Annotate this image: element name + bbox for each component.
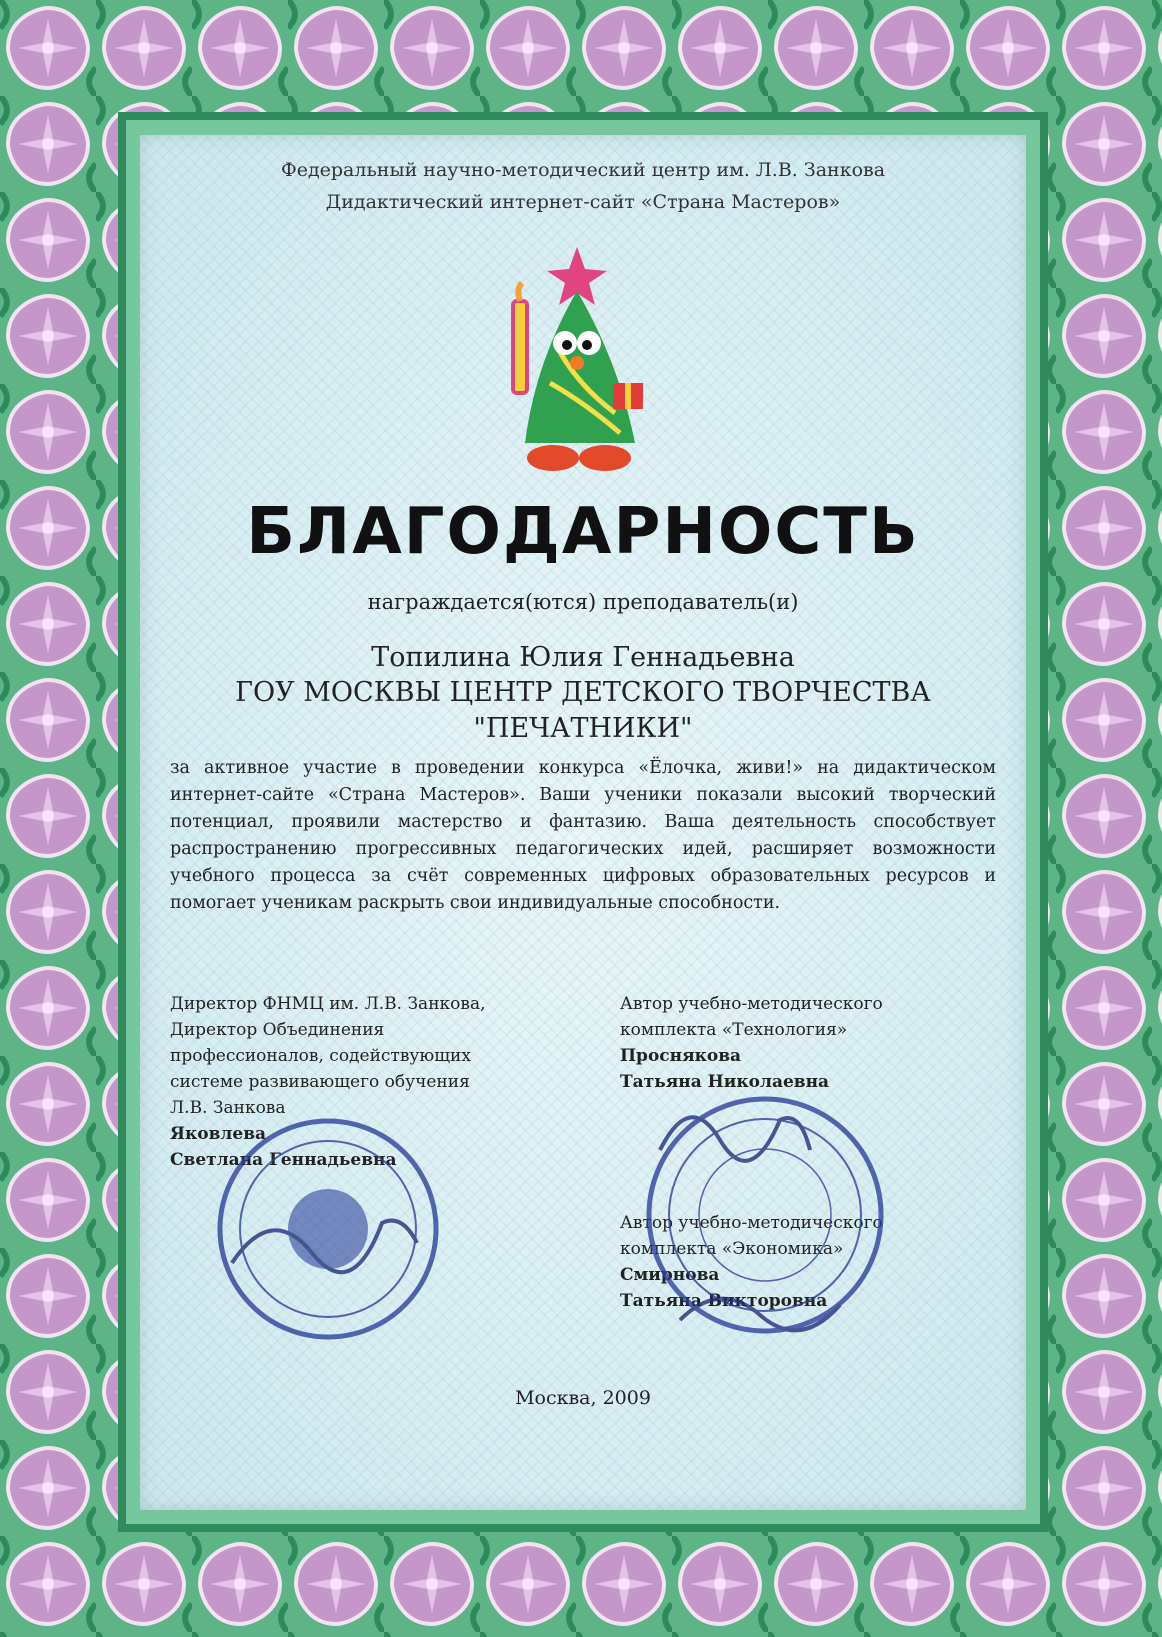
page-title: БЛАГОДАРНОСТЬ (246, 495, 920, 569)
issuer-line: Федеральный научно-методический центр им. Л.В. Занкова (280, 159, 886, 181)
citation-text: за активное участие в проведении конкурса «Ёлочка, живи!» на дидактическом интернет-сайте «Страна Мастеров». Ваши ученики показали высокий творческий потенциал, проявили мастерство и фантазию. Ваша деятельность способствует распространению прогрессивных педагогических идей, расширяет возможности учебного процесса за счёт современных цифровых образовательных ресурсов и помогает ученикам раскрыть свои индивидуальные способности. (170, 758, 996, 913)
signer-title-line: комплекта «Технология» (620, 1020, 848, 1040)
recipient-org-line2: "ПЕЧАТНИКИ" (473, 713, 693, 744)
signer-given-names: Татьяна Николаевна (620, 1072, 830, 1092)
official-seal-left (212, 1113, 444, 1345)
signer-surname: Проснякова (620, 1046, 742, 1066)
place-and-year: Москва, 2009 (515, 1387, 651, 1409)
christmas-tree-figure (495, 243, 660, 483)
signature-block-right-top (620, 991, 980, 1095)
certificate-panel (140, 135, 1026, 1510)
signer-title-line: комплекта «Экономика» (620, 1239, 844, 1259)
signer-title-line: Л.В. Занкова (170, 1098, 286, 1118)
signer-title-line: системе развивающего обучения (170, 1072, 470, 1092)
signer-given-names: Светлана Геннадьевна (170, 1150, 397, 1170)
signer-surname: Яковлева (170, 1124, 267, 1144)
signer-given-names: Татьяна Викторовна (620, 1291, 828, 1311)
signer-title-line: Автор учебно-методического (620, 994, 883, 1014)
site-line: Дидактический интернет-сайт «Страна Мастеров» (325, 191, 841, 213)
official-seal-right (640, 1090, 890, 1340)
award-subtitle: награждается(ются) преподаватель(и) (367, 590, 799, 614)
signer-title-line: Автор учебно-методического (620, 1213, 883, 1233)
signer-title-line: Директор ФНМЦ им. Л.В. Занкова, (170, 994, 486, 1014)
signer-surname: Смирнова (620, 1265, 720, 1285)
recipient-org-line1: ГОУ МОСКВЫ ЦЕНТР ДЕТСКОГО ТВОРЧЕСТВА (235, 677, 931, 708)
signer-title-line: профессионалов, содействующих (170, 1046, 471, 1066)
signer-title-line: Директор Объединения (170, 1020, 385, 1040)
recipient-name: Топилина Юлия Геннадьевна (371, 642, 795, 673)
